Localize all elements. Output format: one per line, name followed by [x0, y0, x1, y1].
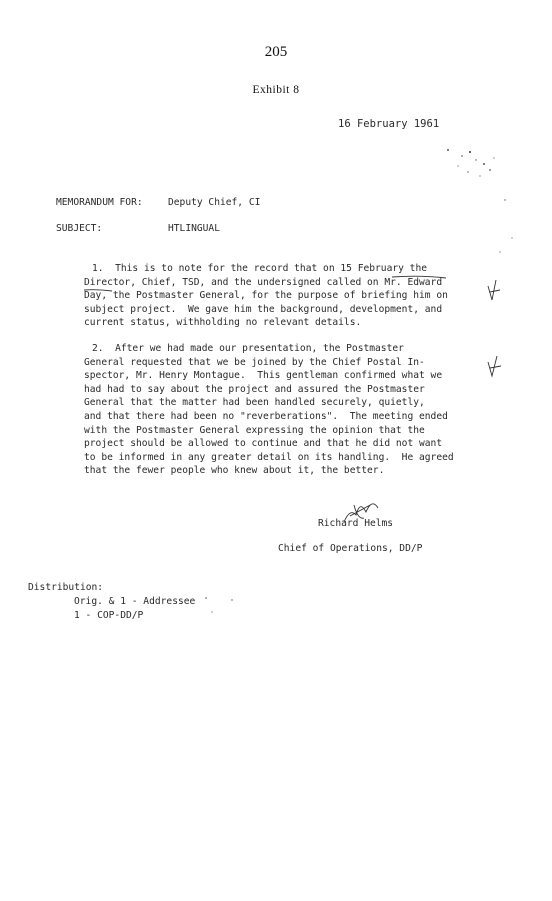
paragraph-line: spector, Mr. Henry Montague. This gentleman confirmed what we: [84, 370, 443, 382]
paragraph-line: and that there had been no "reverberations". The meeting ended: [84, 410, 448, 422]
paragraph-line: Director, Chief, TSD, and the undersigned called on Mr. Edward: [84, 276, 443, 288]
paragraph-line: to be informed in any greater detail on its handling. He agreed: [84, 451, 454, 463]
paragraph-2: [84, 342, 484, 478]
paragraph-line: subject project. We gave him the background, development, and: [84, 303, 443, 315]
page-number: 205: [264, 44, 288, 60]
signature-title: Chief of Operations, DD/P: [278, 543, 423, 554]
distribution-label: Distribution:: [28, 582, 104, 593]
paragraph-1: [84, 262, 484, 330]
paragraph-line: current status, withholding no relevant details.: [84, 317, 362, 329]
paragraph-line: General requested that we be joined by the Chief Postal In-: [84, 356, 425, 368]
distribution-item: 1 - COP-DD/P: [74, 610, 144, 621]
subject-value: HTLINGUAL: [168, 223, 220, 234]
paragraph-line: that the fewer people who knew about it, the better.: [84, 465, 385, 477]
subject-label: SUBJECT:: [56, 223, 103, 234]
signature-name: Richard Helms: [318, 518, 394, 529]
memo-for-value: Deputy Chief, CI: [168, 197, 261, 208]
distribution-item: Orig. & 1 - Addressee: [74, 596, 196, 607]
memo-for-label: MEMORANDUM FOR:: [56, 197, 143, 208]
paragraph-line: had had to say about the project and assured the Postmaster: [84, 383, 425, 395]
paragraph-line: 2. After we had made our presentation, the Postmaster: [92, 343, 404, 354]
paragraph-line: Day, the Postmaster General, for the purpose of briefing him on: [84, 290, 448, 302]
exhibit-title: Exhibit 8: [252, 84, 300, 96]
paragraph-line: General that the matter had been handled securely, quietly,: [84, 397, 425, 409]
paragraph-line: project should be allowed to continue and that he did not want: [84, 438, 443, 450]
paragraph-line: with the Postmaster General expressing the opinion that the: [84, 424, 425, 436]
memo-date: 16 February 1961: [338, 118, 440, 130]
paragraph-line: 1. This is to note for the record that on 15 February the: [92, 263, 428, 274]
